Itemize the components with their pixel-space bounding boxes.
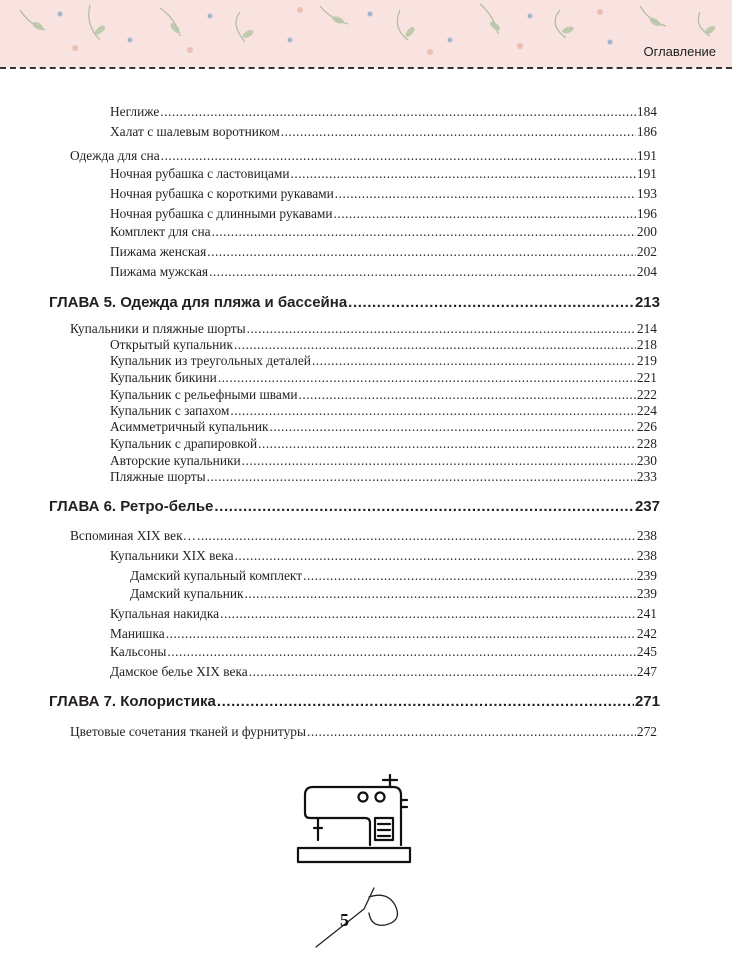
entry-page: 221 xyxy=(636,370,657,385)
toc-entry xyxy=(110,605,657,623)
dot-leader xyxy=(335,185,636,203)
entry-title: Неглиже xyxy=(110,104,160,119)
toc-entry xyxy=(110,205,657,223)
entry-page: 226 xyxy=(636,419,657,434)
dot-leader xyxy=(218,369,636,387)
entry-page: 186 xyxy=(636,124,657,139)
entry-title: ГЛАВА 6. Ретро-белье xyxy=(49,498,214,515)
toc-entry xyxy=(110,547,657,565)
dot-leader xyxy=(207,243,636,261)
dot-leader xyxy=(270,418,636,436)
toc-entry xyxy=(110,643,657,661)
dot-leader xyxy=(161,147,636,165)
entry-page: 193 xyxy=(636,186,657,201)
entry-title: Купальник бикини xyxy=(110,370,217,385)
sewing-machine-icon xyxy=(290,770,420,870)
entry-page: 224 xyxy=(636,403,657,418)
entry-title: Купальник с рельефными швами xyxy=(110,387,298,402)
entry-title: Дамское белье XIX века xyxy=(110,664,248,679)
entry-page: 272 xyxy=(636,724,657,739)
entry-title: Купальник из треугольных деталей xyxy=(110,353,311,368)
section-title: Оглавление xyxy=(643,44,716,59)
dot-leader xyxy=(281,123,636,141)
dot-leader xyxy=(214,497,634,517)
dot-leader xyxy=(291,165,636,183)
dot-leader xyxy=(212,223,636,241)
entry-title: Манишка xyxy=(110,626,165,641)
entry-title: Купальник с драпировкой xyxy=(110,436,258,451)
entry-title: Халат с шалевым воротником xyxy=(110,124,280,139)
toc-entry xyxy=(110,243,657,261)
entry-title: Дамский купальник xyxy=(130,586,244,601)
entry-page: 239 xyxy=(636,568,657,583)
entry-page: 204 xyxy=(636,264,657,279)
entry-title: ГЛАВА 5. Одежда для пляжа и бассейна xyxy=(49,294,348,311)
entry-title: Открытый купальник xyxy=(110,337,233,352)
toc-entry xyxy=(70,147,657,165)
entry-page: 247 xyxy=(636,664,657,679)
entry-page: 202 xyxy=(636,244,657,259)
entry-page: 239 xyxy=(636,586,657,601)
chapter-entry xyxy=(49,692,660,712)
entry-title: Одежда для сна xyxy=(70,148,160,163)
toc-entry xyxy=(70,723,657,741)
entry-page: 222 xyxy=(636,387,657,402)
toc-entry xyxy=(110,103,657,121)
entry-title: Ночная рубашка с ластовицами xyxy=(110,166,290,181)
entry-title: Пляжные шорты xyxy=(110,469,206,484)
dot-leader xyxy=(217,692,634,712)
entry-title: Цветовые сочетания тканей и фурнитуры xyxy=(70,724,306,739)
entry-title: Дамский купальный комплект xyxy=(130,568,303,583)
entry-page: 233 xyxy=(636,469,657,484)
entry-title: Пижама мужская xyxy=(110,264,209,279)
entry-page: 184 xyxy=(636,104,657,119)
entry-page: 238 xyxy=(636,528,657,543)
entry-title: Ночная рубашка с короткими рукавами xyxy=(110,186,334,201)
entry-page: 241 xyxy=(636,606,657,621)
entry-page: 219 xyxy=(636,353,657,368)
toc-entry xyxy=(110,223,657,241)
entry-title: Ночная рубашка с длинными рукавами xyxy=(110,206,333,221)
dot-leader xyxy=(235,547,636,565)
page-header xyxy=(0,0,732,68)
needle-thread-icon xyxy=(312,885,402,955)
dot-leader xyxy=(312,352,636,370)
entry-page: 191 xyxy=(636,148,657,163)
dot-leader xyxy=(303,567,636,585)
entry-page: 245 xyxy=(636,644,657,659)
toc-entry xyxy=(110,165,657,183)
entry-title: Пижама женская xyxy=(110,244,207,259)
toc-entry xyxy=(110,263,657,281)
toc-entry xyxy=(110,625,657,643)
dot-leader xyxy=(220,605,636,623)
entry-page: 238 xyxy=(636,548,657,563)
dot-leader xyxy=(307,723,636,741)
entry-page: 213 xyxy=(634,294,660,311)
entry-page: 191 xyxy=(636,166,657,181)
entry-title: Купальная накидка xyxy=(110,606,220,621)
stitch-divider xyxy=(0,67,732,69)
entry-title: Купальник с запахом xyxy=(110,403,230,418)
entry-page: 237 xyxy=(634,498,660,515)
toc-entry xyxy=(110,352,657,370)
toc-entry xyxy=(130,567,657,585)
dot-leader xyxy=(334,205,636,223)
toc-entry xyxy=(70,527,657,545)
toc-entry xyxy=(110,435,657,453)
chapter-entry xyxy=(49,293,660,313)
dot-leader xyxy=(160,103,636,121)
entry-title: Кальсоны xyxy=(110,644,167,659)
dot-leader xyxy=(167,643,635,661)
entry-page: 242 xyxy=(636,626,657,641)
toc-entry xyxy=(110,369,657,387)
dot-leader xyxy=(245,585,636,603)
dot-leader xyxy=(209,263,636,281)
entry-page: 230 xyxy=(636,453,657,468)
entry-page: 218 xyxy=(636,337,657,352)
toc-entry xyxy=(130,585,657,603)
floral-pattern-icon xyxy=(0,0,732,68)
entry-title: Купальники и пляжные шорты xyxy=(70,321,246,336)
entry-page: 214 xyxy=(636,321,657,336)
entry-page: 228 xyxy=(636,436,657,451)
entry-page: 200 xyxy=(636,224,657,239)
entry-title: Купальники XIX века xyxy=(110,548,234,563)
chapter-entry xyxy=(49,497,660,517)
page-number: 5 xyxy=(340,910,349,930)
toc-entry xyxy=(110,418,657,436)
toc-entry xyxy=(110,185,657,203)
dot-leader xyxy=(197,527,636,545)
dot-leader xyxy=(166,625,636,643)
entry-title: ГЛАВА 7. Колористика xyxy=(49,693,216,710)
entry-page: 196 xyxy=(636,206,657,221)
toc-entry xyxy=(110,123,657,141)
entry-page: 271 xyxy=(634,693,660,710)
dot-leader xyxy=(249,663,636,681)
dot-leader xyxy=(348,293,634,313)
entry-title: Авторские купальники xyxy=(110,453,241,468)
dot-leader xyxy=(207,468,636,486)
toc-entry xyxy=(110,468,657,486)
entry-title: Комплект для сна xyxy=(110,224,211,239)
toc-entry xyxy=(110,663,657,681)
entry-title: Вспоминая XIX век… xyxy=(70,528,196,543)
entry-title: Асимметричный купальник xyxy=(110,419,269,434)
dot-leader xyxy=(258,435,636,453)
